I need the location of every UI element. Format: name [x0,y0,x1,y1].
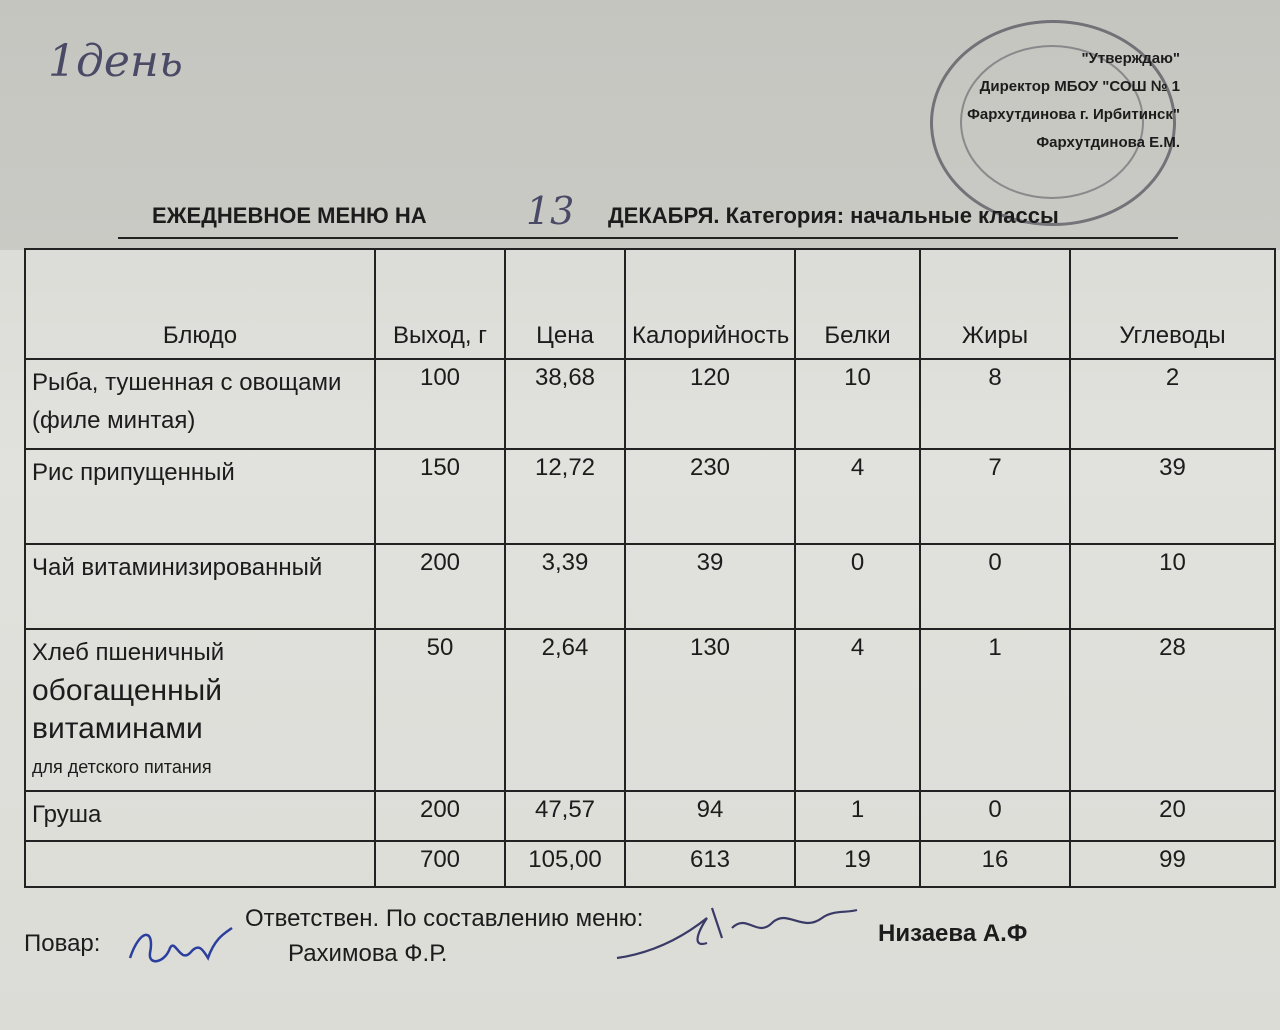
dish-cell [25,359,375,449]
protein-cell: 1 [795,791,920,841]
header-price: Цена [505,249,625,359]
yield-cell: 100 [375,359,505,449]
title-suffix: ДЕКАБРЯ. Категория: начальные классы [608,203,1059,228]
calories-cell: 130 [625,629,795,791]
yield-cell: 200 [375,544,505,629]
carbs-cell: 20 [1070,791,1275,841]
carbs-cell: 39 [1070,449,1275,544]
dish-name: Рыба, тушенная с овощами [32,369,342,396]
calories-cell: 120 [625,359,795,449]
fat-cell: 1 [920,629,1070,791]
header-calories: Калорийность [625,249,795,359]
approval-line-3: Фархутдинова г. Ирбитинск" [967,106,1180,123]
dish-cell [25,544,375,629]
menu-table [24,248,1276,888]
total-protein-cell: 19 [795,841,920,887]
yield-cell: 200 [375,791,505,841]
total-calories-cell: 613 [625,841,795,887]
responsible-label: Ответствен. По составлению меню: [245,905,644,932]
calories-cell: 39 [625,544,795,629]
protein-cell: 10 [795,359,920,449]
fat-cell: 8 [920,359,1070,449]
approval-line-4: Фархутдинова Е.М. [1036,134,1180,151]
price-cell: 2,64 [505,629,625,791]
header-protein: Белки [795,249,920,359]
table-row [25,544,1275,629]
table-header-row [25,249,1275,359]
table-row [25,359,1275,449]
dish-cell [25,449,375,544]
title-handwritten-day: 13 [526,189,575,233]
protein-cell: 4 [795,449,920,544]
yield-cell: 150 [375,449,505,544]
carbs-cell: 10 [1070,544,1275,629]
dish-name: Груша [32,801,102,828]
table-total-row [25,841,1275,887]
header-carbs: Углеводы [1070,249,1275,359]
header-fat: Жиры [920,249,1070,359]
yield-cell: 50 [375,629,505,791]
dish-cell [25,629,375,791]
dish-name: Чай витаминизированный [32,554,323,581]
cook-signature [120,918,240,978]
calories-cell: 94 [625,791,795,841]
carbs-cell: 2 [1070,359,1275,449]
price-cell: 3,39 [505,544,625,629]
table-row [25,791,1275,841]
title-prefix: ЕЖЕДНЕВНОЕ МЕНЮ НА [152,203,427,228]
total-price-cell: 105,00 [505,841,625,887]
calories-cell: 230 [625,449,795,544]
carbs-cell: 28 [1070,629,1275,791]
responsible-name: Низаева А.Ф [878,920,1028,947]
header-yield: Выход, г [375,249,505,359]
header-dish: Блюдо [25,249,375,359]
total-label-cell [25,841,375,887]
approval-block [850,45,1180,157]
cook-name: Рахимова Ф.Р. [288,940,448,967]
cook-label: Повар: [24,930,101,957]
dish-detail: (филе минтая) [32,407,196,434]
menu-title [118,189,1178,239]
protein-cell: 4 [795,629,920,791]
dish-cell [25,791,375,841]
fat-cell: 0 [920,791,1070,841]
fat-cell: 7 [920,449,1070,544]
dish-detail: обогащенный витаминами [32,674,223,745]
dish-name: Хлеб пшеничный [32,639,225,666]
fat-cell: 0 [920,544,1070,629]
handwritten-day-note: 1день [48,36,183,87]
table-row [25,449,1275,544]
table-row [25,629,1275,791]
total-fat-cell: 16 [920,841,1070,887]
dish-note: для детского питания [32,757,212,777]
responsible-signature [612,898,862,968]
total-yield-cell: 700 [375,841,505,887]
price-cell: 12,72 [505,449,625,544]
total-carbs-cell: 99 [1070,841,1275,887]
approval-line-2: Директор МБОУ "СОШ № 1 [979,78,1180,95]
approval-line-1: "Утверждаю" [1081,50,1180,67]
price-cell: 38,68 [505,359,625,449]
protein-cell: 0 [795,544,920,629]
dish-name: Рис припущенный [32,459,235,486]
price-cell: 47,57 [505,791,625,841]
